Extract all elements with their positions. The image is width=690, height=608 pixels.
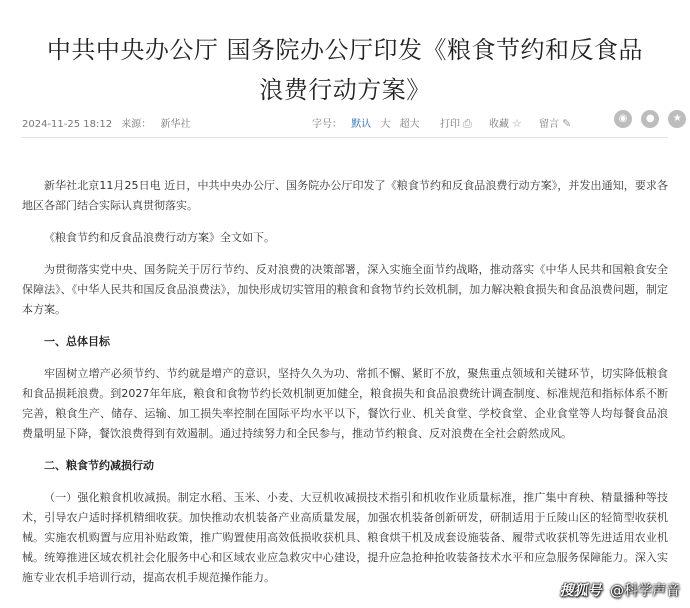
source-label: 来源：	[121, 119, 152, 130]
watermark-handle: @科学声音	[610, 583, 680, 599]
weibo-icon[interactable]: ◉	[614, 110, 632, 128]
paragraph-preamble: 为贯彻落实党中央、国务院关于厉行节约、反对浪费的决策部署，深入实施全面节约战略，推动落实《中华人民共和国粮食安全保障法》、《中华人民共和国反食品浪费法》，加快形成切实管用的粮食和食物节约长效机制，加力解决粮食损失和食品浪费问题，制定本方案。	[22, 263, 668, 316]
section-heading-1: 一、总体目标	[44, 335, 110, 348]
watermark-logo: 搜狐号	[559, 583, 602, 599]
comment-label: 留言	[539, 119, 560, 130]
print-label: 打印	[440, 119, 460, 130]
article-title-line1: 中共中央办公厅 国务院办公厅印发《粮食节约和反食品	[46, 36, 644, 65]
publish-datetime: 2024-11-25 18:12	[22, 119, 113, 130]
article-title	[0, 30, 690, 110]
collect-button[interactable]	[489, 115, 522, 130]
font-size-xlarge[interactable]: 超大	[399, 119, 420, 130]
paragraph-goals: 牢固树立增产必须节约、节约就是增产的意识，坚持久久为功、常抓不懈、紧盯不放，聚焦重点领域和关键环节，切实降低粮食和食品损耗浪费。到2027年年底，粮食和食物节约长效机制更加健全，粮食损失和食品浪费统计调查制度、标准规范和指标体系不断完善，粮食生产、储存、运输、加工损失率控制在国际平均水平以下，餐饮行业、机关食堂、学校食堂、企业食堂等人均每餐食品浪费量明显下降，餐饮浪费得到有效遏制。通过持续努力和全民参与，推动节约粮食、反对浪费在全社会蔚然成风。	[22, 367, 668, 440]
font-size-large[interactable]: 大	[380, 119, 391, 130]
font-size-default[interactable]: 默认	[351, 119, 372, 130]
printer-icon: ⎙	[463, 117, 472, 130]
article-tools	[440, 115, 585, 131]
watermark	[560, 580, 680, 600]
wechat-icon[interactable]: ●	[641, 110, 659, 128]
source-name: 新华社	[160, 119, 191, 130]
paragraph-item-1: （一）强化粮食机收减损。制定水稻、玉米、小麦、大豆机收减损技术指引和机收作业质量标准，推广集中育秧、精量播种等技术，引导农户适时择机精细收获。加快推动农机装备产业高质量发展，加强农机装备创新研发，研制适用于丘陵山区的轻简型收获机械。实施农机购置与应用补贴政策，推广购置使用高效低损收获机具、粮食烘干机及成套设施装备、履带式收获机等先进适用农业机械。统筹推进区域农机社会化服务中心和区域农业应急救灾中心建设，提升应急抢种抢收装备技术水平和应急服务保障能力。深入实施专业农机手培训行动，提高农机手规范操作能力。	[22, 491, 668, 584]
section-heading-2: 二、粮食节约减损行动	[44, 459, 154, 472]
print-button[interactable]	[440, 115, 472, 131]
font-size-switcher	[312, 115, 426, 130]
pencil-icon: ✎	[562, 117, 572, 130]
divider	[22, 137, 668, 138]
paragraph-fulltext-note: 《粮食节约和反食品浪费行动方案》全文如下。	[44, 231, 275, 244]
article-body	[22, 176, 668, 600]
article-meta	[22, 115, 197, 130]
article-title-line2: 浪费行动方案》	[259, 76, 431, 105]
share-buttons	[614, 110, 690, 128]
collect-label: 收藏	[489, 119, 509, 130]
comment-button[interactable]	[539, 115, 571, 130]
paragraph-lead: 新华社北京11月25日电 近日，中共中央办公厅、国务院办公厅印发了《粮食节约和反食品浪费行动方案》，并发出通知，要求各地区各部门结合实际认真贯彻落实。	[22, 179, 668, 212]
font-size-label: 字号：	[312, 119, 342, 130]
star-icon: ☆	[512, 117, 522, 130]
article-meta-bar	[22, 110, 682, 134]
qzone-icon[interactable]: ★	[668, 110, 686, 128]
